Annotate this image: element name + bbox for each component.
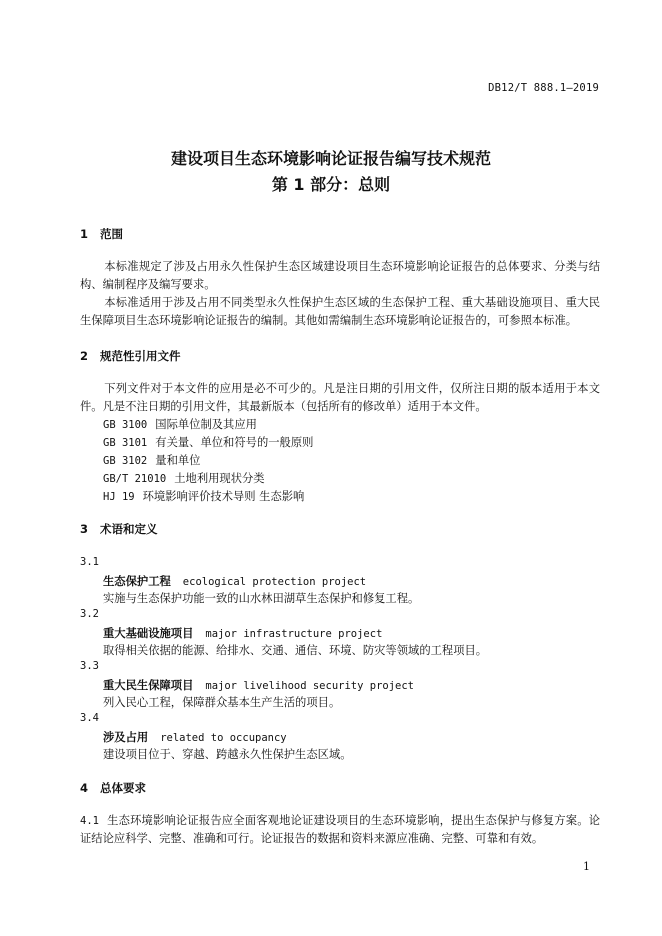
paragraph-text: 本标准适用于涉及占用不同类型永久性保护生态区域的生态保护工程、重大基础设施项目、重大民生保障项目生态环境影响论证报告的编制。其他如需编制生态环境影响论证报告的，可参照本标准。 [80,296,600,327]
reference-item [103,488,304,504]
clause-number: 4.1 [80,815,99,827]
term-english: ecological protection project [182,576,367,588]
reference-title: 土地利用现状分类 [174,472,265,485]
reference-title: 有关量、单位和符号的一般原则 [155,436,314,449]
reference-code: GB 3101 [103,437,148,449]
section-title: 总体要求 [100,781,146,795]
page-number: 1 [583,860,590,873]
reference-item [103,434,313,450]
reference-code: GB/T 21010 [103,473,167,485]
reference-item [103,452,200,468]
term-english: major infrastructure project [205,628,383,640]
term-chinese: 生态保护工程 [103,575,171,588]
paragraph-text: 本标准规定了涉及占用永久性保护生态区域建设项目生态环境影响论证报告的总体要求、分类与结构、编制程序及编写要求。 [80,260,600,291]
term-entry [103,625,382,641]
reference-item [103,470,265,486]
term-entry [103,573,366,589]
reference-code: GB 3100 [103,419,148,431]
references-intro [80,380,600,416]
reference-title: 国际单位制及其应用 [155,418,257,431]
reference-code: HJ 19 [103,491,135,503]
section-heading-scope [80,226,123,242]
section-title: 术语和定义 [100,522,158,536]
scope-paragraph-1 [80,258,600,294]
section-heading-terms [80,521,158,537]
section-title: 范围 [100,227,123,241]
term-definition: 建设项目位于、穿越、跨越永久性保护生态区域。 [103,748,352,761]
term-chinese: 重大民生保障项目 [103,679,194,692]
reference-code: GB 3102 [103,455,148,467]
reference-item [103,416,257,432]
section-number: 2 [80,349,89,363]
scope-paragraph-2 [80,294,600,330]
section-number: 3 [80,522,89,536]
standard-number: DB12/T 888.1—2019 [488,82,599,94]
term-english: related to occupancy [160,732,287,744]
term-number: 3.2 [80,608,99,620]
section-title: 规范性引用文件 [100,349,181,363]
term-entry [103,677,414,693]
term-entry [103,729,287,745]
term-chinese: 重大基础设施项目 [103,627,194,640]
paragraph-text: 下列文件对于本文件的应用是必不可少的。凡是注日期的引用文件，仅所注日期的版本适用于本文件。凡是不注日期的引用文件，其最新版本（包括所有的修改单）适用于本文件。 [80,382,600,413]
section-heading-references [80,348,181,364]
reference-title: 环境影响评价技术导则 生态影响 [142,490,305,503]
term-number: 3.3 [80,660,99,672]
term-chinese: 涉及占用 [103,731,149,744]
section-number: 1 [80,227,89,241]
term-english: major livelihood security project [205,680,415,692]
general-paragraph [80,812,600,848]
term-definition: 实施与生态保护功能一致的山水林田湖草生态保护和修复工程。 [103,592,420,605]
term-definition: 列入民心工程，保障群众基本生产生活的项目。 [103,696,341,709]
document-subtitle: 第 1 部分：总则 [271,175,391,194]
reference-title: 量和单位 [155,454,201,467]
section-heading-general [80,780,146,796]
term-number: 3.1 [80,556,99,568]
term-number: 3.4 [80,712,99,724]
document-title: 建设项目生态环境影响论证报告编写技术规范 [170,149,491,168]
section-number: 4 [80,781,89,795]
paragraph-text: 生态环境影响论证报告应全面客观地论证建设项目的生态环境影响，提出生态保护与修复方案。论证结论应科学、完整、准确和可行。论证报告的数据和资料来源应准确、完整、可靠和有效。 [80,814,600,845]
term-definition: 取得相关依据的能源、给排水、交通、通信、环境、防灾等领域的工程项目。 [103,644,488,657]
